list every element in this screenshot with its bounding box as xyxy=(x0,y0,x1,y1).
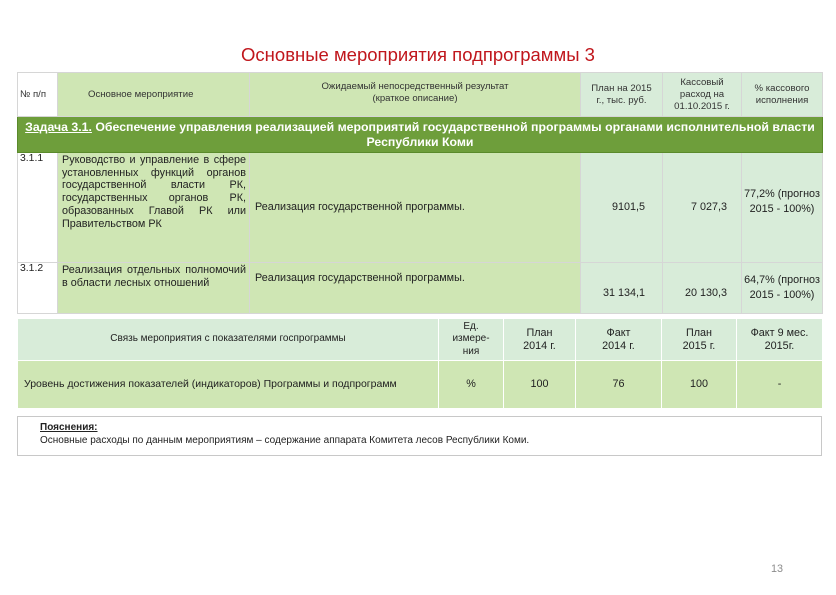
col-percent-header: % кассового исполнения xyxy=(742,73,823,117)
indicators-table xyxy=(17,318,823,409)
notes-heading: Пояснения: xyxy=(40,422,98,433)
events-table xyxy=(17,72,823,314)
row-number: 3.1.2 xyxy=(18,263,58,314)
page-title: Основные мероприятия подпрограммы 3 xyxy=(241,44,595,65)
indicator-unit: % xyxy=(439,361,504,409)
row-event: Реализация отдельных полномочий в области лесных отношений xyxy=(58,263,250,314)
task-heading xyxy=(18,117,823,153)
table-row xyxy=(18,153,823,263)
row-result: Реализация государственной программы. xyxy=(250,263,581,314)
col-unit-header: Ед. измере-ния xyxy=(439,319,504,361)
notes-box xyxy=(17,416,822,456)
table-row xyxy=(18,361,823,409)
header-row xyxy=(18,73,823,117)
row-event: Руководство и управление в сфере установленных функций органов государственной власти РК, государственных органов РК, образованных Главой РК или Правительством РК xyxy=(58,153,250,263)
row-percent: 64,7% (прогноз 2015 - 100%) xyxy=(742,263,823,314)
row-number: 3.1.1 xyxy=(18,153,58,263)
task-row xyxy=(18,117,823,153)
col-event-header: Основное мероприятие xyxy=(58,73,250,117)
indicator-fact2015: - xyxy=(737,361,823,409)
indicator-plan2014: 100 xyxy=(504,361,576,409)
col-num-header: № п/п xyxy=(18,73,58,117)
row-plan: 9101,5 xyxy=(581,153,663,263)
notes-text: Основные расходы по данным мероприятиям – содержание аппарата Комитета лесов Республики Коми. xyxy=(40,434,530,446)
table-row xyxy=(18,263,823,314)
col-plan2015-header: План 2015 г. xyxy=(662,319,737,361)
row-plan: 31 134,1 xyxy=(581,263,663,314)
task-text: Обеспечение управления реализацией мероприятий государственной программы органами исполнительной власти Республики Коми xyxy=(91,120,815,149)
indicator-label: Уровень достижения показателей (индикаторов) Программы и подпрограмм xyxy=(18,361,439,409)
col-link-header: Связь мероприятия с показателями госпрограммы xyxy=(18,319,439,361)
indicator-plan2015: 100 xyxy=(662,361,737,409)
col-result-header: Ожидаемый непосредственный результат (краткое описание) xyxy=(250,73,581,117)
col-spent-header: Кассовый расход на 01.10.2015 г. xyxy=(663,73,742,117)
task-label: Задача 3.1. xyxy=(25,120,92,134)
indicator-fact2014: 76 xyxy=(576,361,662,409)
row-spent: 20 130,3 xyxy=(663,263,742,314)
indicators-header-row xyxy=(18,319,823,361)
col-fact2015-header: Факт 9 мес. 2015г. xyxy=(737,319,823,361)
page-number: 13 xyxy=(771,563,784,575)
row-result: Реализация государственной программы. xyxy=(250,153,581,263)
col-fact2014-header: Факт 2014 г. xyxy=(576,319,662,361)
row-spent: 7 027,3 xyxy=(663,153,742,263)
col-plan2014-header: План 2014 г. xyxy=(504,319,576,361)
col-plan-header: План на 2015 г., тыс. руб. xyxy=(581,73,663,117)
row-percent: 77,2% (прогноз 2015 - 100%) xyxy=(742,153,823,263)
